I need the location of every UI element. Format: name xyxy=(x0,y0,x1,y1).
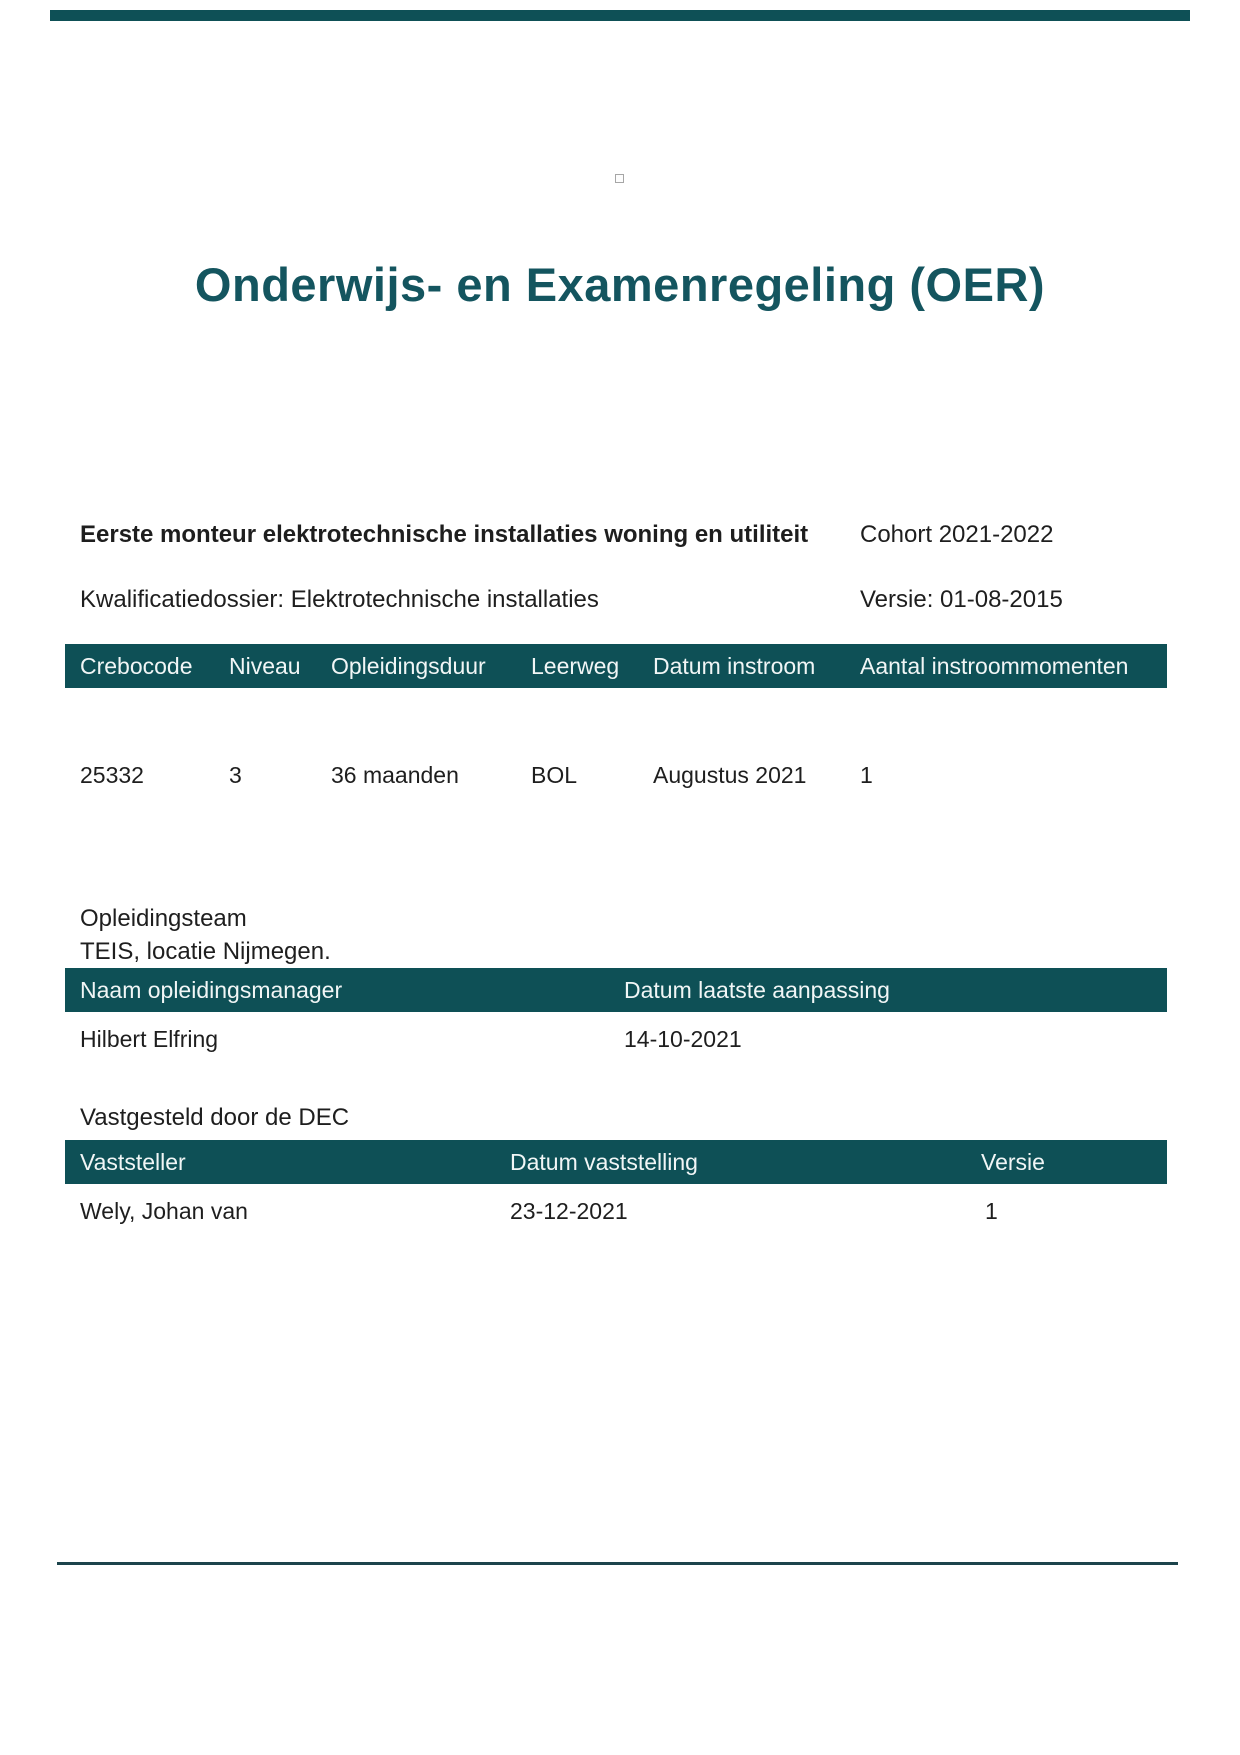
versie-label: Versie: 01-08-2015 xyxy=(860,586,1063,613)
program-table-header xyxy=(65,644,1167,688)
program-header-datum-instroom: Datum instroom xyxy=(653,653,816,679)
manager-cell-datum-aanpassing: 14-10-2021 xyxy=(624,1026,742,1052)
program-cell-datum-instroom: Augustus 2021 xyxy=(653,762,807,788)
missing-image-placeholder-icon xyxy=(615,174,624,183)
page-title: Onderwijs- en Examenregeling (OER) xyxy=(194,258,1046,311)
approval-cell-versie: 1 xyxy=(985,1198,998,1224)
manager-cell-naam: Hilbert Elfring xyxy=(80,1026,219,1052)
approval-cell-datum-vaststelling: 23-12-2021 xyxy=(510,1198,628,1224)
opleidingsteam-label: Opleidingsteam xyxy=(80,905,247,932)
approval-table-row xyxy=(65,1198,1167,1228)
top-rule xyxy=(50,10,1190,21)
approval-header-vaststeller: Vaststeller xyxy=(80,1149,186,1175)
vastgesteld-label: Vastgesteld door de DEC xyxy=(80,1104,350,1131)
program-cell-aantal-instroommomenten: 1 xyxy=(860,762,873,788)
cohort-label: Cohort 2021-2022 xyxy=(860,521,1054,548)
program-header-opleidingsduur: Opleidingsduur xyxy=(331,653,486,679)
program-cell-crebocode: 25332 xyxy=(80,762,144,788)
manager-header-datum-aanpassing: Datum laatste aanpassing xyxy=(624,977,890,1003)
program-header-leerweg: Leerweg xyxy=(531,653,620,679)
kwalificatiedossier-label: Kwalificatiedossier: Elektrotechnische installaties xyxy=(80,586,599,613)
approval-cell-vaststeller: Wely, Johan van xyxy=(80,1198,248,1224)
manager-header-naam: Naam opleidingsmanager xyxy=(80,977,343,1003)
approval-header-datum-vaststelling: Datum vaststelling xyxy=(510,1149,698,1175)
manager-table-header xyxy=(65,968,1167,1012)
program-table-row xyxy=(65,762,1167,792)
manager-table-row xyxy=(65,1026,1167,1056)
program-header-niveau: Niveau xyxy=(229,653,301,679)
opleidingsteam-value: TEIS, locatie Nijmegen. xyxy=(80,938,331,965)
program-cell-niveau: 3 xyxy=(229,762,242,788)
qualification-title: Eerste monteur elektrotechnische installaties woning en utiliteit xyxy=(80,521,809,548)
program-header-aantal-instroommomenten: Aantal instroommomenten xyxy=(860,653,1129,679)
program-cell-leerweg: BOL xyxy=(531,762,578,788)
program-header-crebocode: Crebocode xyxy=(80,653,193,679)
bottom-rule xyxy=(57,1562,1178,1565)
approval-header-versie: Versie xyxy=(981,1149,1045,1175)
program-cell-opleidingsduur: 36 maanden xyxy=(331,762,459,788)
approval-table-header xyxy=(65,1140,1167,1184)
